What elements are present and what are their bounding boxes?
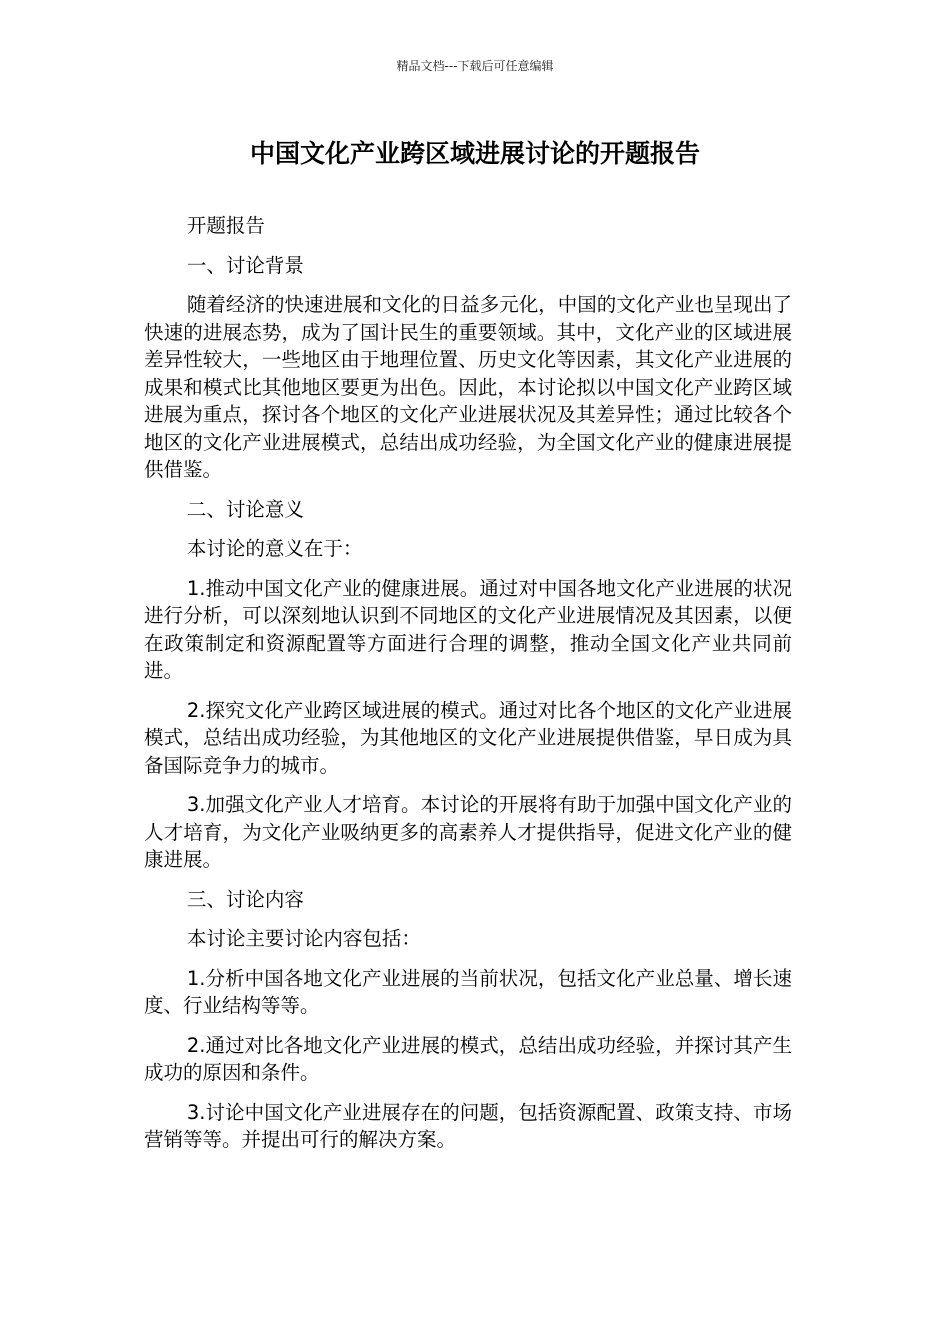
header-note: 精品文档---下载后可任意编辑 bbox=[396, 59, 554, 73]
paragraph-content-item-2: 2.通过对比各地文化产业进展的模式，总结出成功经验，并探讨其产生成功的原因和条件。 bbox=[144, 1033, 792, 1084]
paragraph-content-intro: 本讨论主要讨论内容包括： bbox=[186, 927, 421, 950]
section-heading-background: 一、讨论背景 bbox=[186, 253, 304, 277]
section-heading-content: 三、讨论内容 bbox=[186, 887, 304, 911]
paragraph-significance-item-1: 1.推动中国文化产业的健康进展。通过对中国各地文化产业进展的状况进行分析，可以深刻地认识到不同地区的文化产业进展情况及其因素，以便在政策制定和资源配置等方面进行合理的调整，推动全国文化产业共同前进。 bbox=[144, 576, 792, 682]
paragraph-significance-intro: 本讨论的意义在于： bbox=[186, 537, 363, 560]
paragraph-background: 随着经济的快速进展和文化的日益多元化，中国的文化产业也呈现出了快速的进展态势，成为了国计民生的重要领域。其中，文化产业的区域进展差异性较大，一些地区由于地理位置、历史文化等因素，其文化产业进展的成果和模式比其他地区要更为出色。因此，本讨论拟以中国文化产业跨区域进展为重点，探讨各个地区的文化产业进展状况及其差异性；通过比较各个地区的文化产业进展模式，总结出成功经验，为全国文化产业的健康进展提供借鉴。 bbox=[144, 293, 792, 481]
paragraph-significance-item-2: 2.探究文化产业跨区域进展的模式。通过对比各个地区的文化产业进展模式，总结出成功经验，为其他地区的文化产业进展提供借鉴，早日成为具备国际竞争力的城市。 bbox=[144, 698, 792, 777]
paragraph-content-item-1: 1.分析中国各地文化产业进展的当前状况，包括文化产业总量、增长速度、行业结构等等。 bbox=[144, 966, 792, 1017]
document-body bbox=[144, 212, 792, 1166]
document-title: 中国文化产业跨区域进展讨论的开题报告 bbox=[249, 139, 700, 168]
paragraph-content-item-3: 3.讨论中国文化产业进展存在的问题，包括资源配置、政策支持、市场营销等等。并提出可行的解决方案。 bbox=[144, 1100, 792, 1151]
paragraph-significance-item-3: 3.加强文化产业人才培育。本讨论的开展将有助于加强中国文化产业的人才培育，为文化产业吸纳更多的高素养人才提供指导，促进文化产业的健康进展。 bbox=[144, 793, 792, 871]
section-heading-significance: 二、讨论意义 bbox=[186, 497, 304, 521]
paragraph-label-report: 开题报告 bbox=[186, 214, 265, 237]
